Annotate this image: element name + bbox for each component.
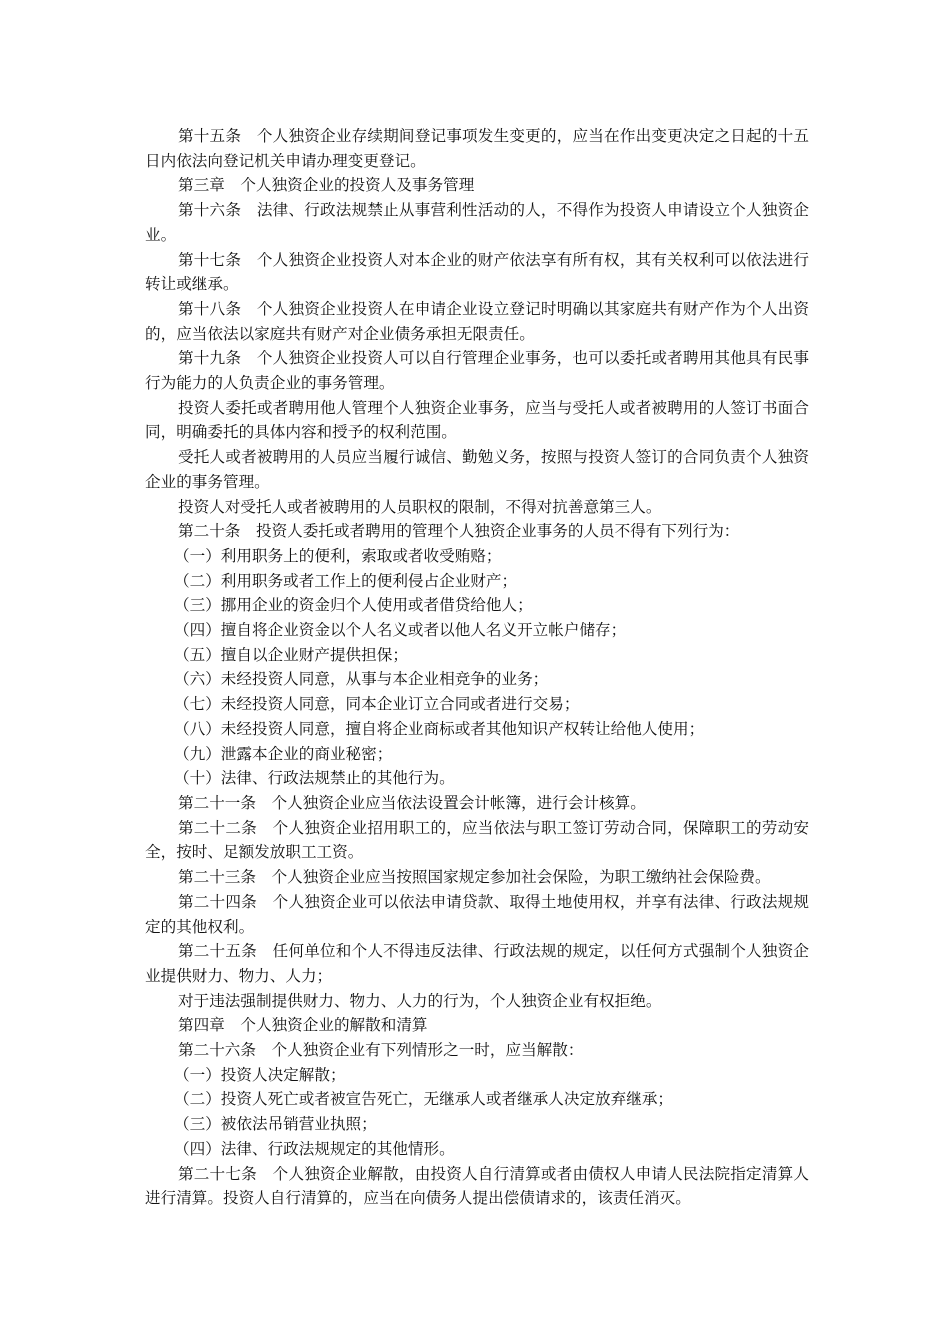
list-item: （七）未经投资人同意，同本企业订立合同或者进行交易；	[174, 695, 580, 714]
paragraph: 第十八条 个人独资企业投资人在申请企业设立登记时明确以其家庭共有财产作为个人出资的，应当依法以家庭共有财产对企业债务承担无限责任。	[145, 299, 809, 343]
list-item: （一）投资人决定解散；	[174, 1065, 346, 1084]
list-item: （一）利用职务上的便利，索取或者收受贿赂；	[174, 546, 502, 565]
paragraph: 第二十七条 个人独资企业解散，由投资人自行清算或者由债权人申请人民法院指定清算人进行清算。投资人自行清算的，应当在向债务人提出偿债请求的，该责任消灭。	[145, 1164, 809, 1208]
paragraph: 第三章 个人独资企业的投资人及事务管理	[178, 176, 475, 195]
list-item: （四）法律、行政法规规定的其他情形。	[174, 1139, 455, 1158]
list-item: （四）擅自将企业资金以个人名义或者以他人名义开立帐户储存；	[174, 621, 627, 640]
paragraph: 第十六条 法律、行政法规禁止从事营利性活动的人，不得作为投资人申请设立个人独资企业。	[145, 201, 809, 244]
paragraph: 受托人或者被聘用的人员应当履行诚信、勤勉义务，按照与投资人签订的合同负责个人独资企业的事务管理。	[145, 448, 809, 491]
paragraph: 第二十四条 个人独资企业可以依法申请贷款、取得土地使用权，并享有法律、行政法规规定的其他权利。	[145, 892, 809, 936]
document-body	[145, 124, 809, 1211]
list-item: （三）挪用企业的资金归个人使用或者借贷给他人；	[174, 596, 533, 615]
list-item: （二）利用职务或者工作上的便利侵占企业财产；	[174, 571, 518, 590]
paragraph: 投资人对受托人或者被聘用的人员职权的限制，不得对抗善意第三人。	[178, 497, 662, 516]
list-item: （十）法律、行政法规禁止的其他行为。	[174, 769, 455, 788]
list-item: （二）投资人死亡或者被宣告死亡，无继承人或者继承人决定放弃继承；	[174, 1090, 674, 1109]
paragraph: 投资人委托或者聘用他人管理个人独资企业事务，应当与受托人或者被聘用的人签订书面合同，明确委托的具体内容和授予的权利范围。	[145, 398, 809, 442]
paragraph: 第二十三条 个人独资企业应当按照国家规定参加社会保险，为职工缴纳社会保险费。	[178, 868, 771, 887]
paragraph: 第十九条 个人独资企业投资人可以自行管理企业事务，也可以委托或者聘用其他具有民事行为能力的人负责企业的事务管理。	[145, 349, 809, 393]
list-item: （九）泄露本企业的商业秘密；	[174, 744, 393, 763]
paragraph: 第十七条 个人独资企业投资人对本企业的财产依法享有所有权，其有关权利可以依法进行转让或继承。	[145, 250, 809, 294]
list-item: （五）擅自以企业财产提供担保；	[174, 645, 408, 664]
paragraph: 第二十五条 任何单位和个人不得违反法律、行政法规的规定，以任何方式强制个人独资企业提供财力、物力、人力；	[145, 942, 809, 985]
paragraph: 第二十条 投资人委托或者聘用的管理个人独资企业事务的人员不得有下列行为：	[178, 522, 740, 541]
list-item: （八）未经投资人同意，擅自将企业商标或者其他知识产权转让给他人使用；	[174, 719, 705, 738]
paragraph: 第二十六条 个人独资企业有下列情形之一时，应当解散：	[178, 1041, 584, 1060]
list-item: （六）未经投资人同意，从事与本企业相竞争的业务；	[174, 670, 549, 689]
paragraph: 对于违法强制提供财力、物力、人力的行为，个人独资企业有权拒绝。	[178, 991, 662, 1010]
paragraph: 第二十一条 个人独资企业应当依法设置会计帐簿，进行会计核算。	[178, 793, 646, 812]
paragraph: 第四章 个人独资企业的解散和清算	[178, 1016, 428, 1035]
paragraph: 第十五条 个人独资企业存续期间登记事项发生变更的，应当在作出变更决定之日起的十五日内依法向登记机关申请办理变更登记。	[145, 127, 809, 170]
list-item: （三）被依法吊销营业执照；	[174, 1115, 377, 1134]
paragraph: 第二十二条 个人独资企业招用职工的，应当依法与职工签订劳动合同，保障职工的劳动安全，按时、足额发放职工工资。	[145, 818, 809, 862]
